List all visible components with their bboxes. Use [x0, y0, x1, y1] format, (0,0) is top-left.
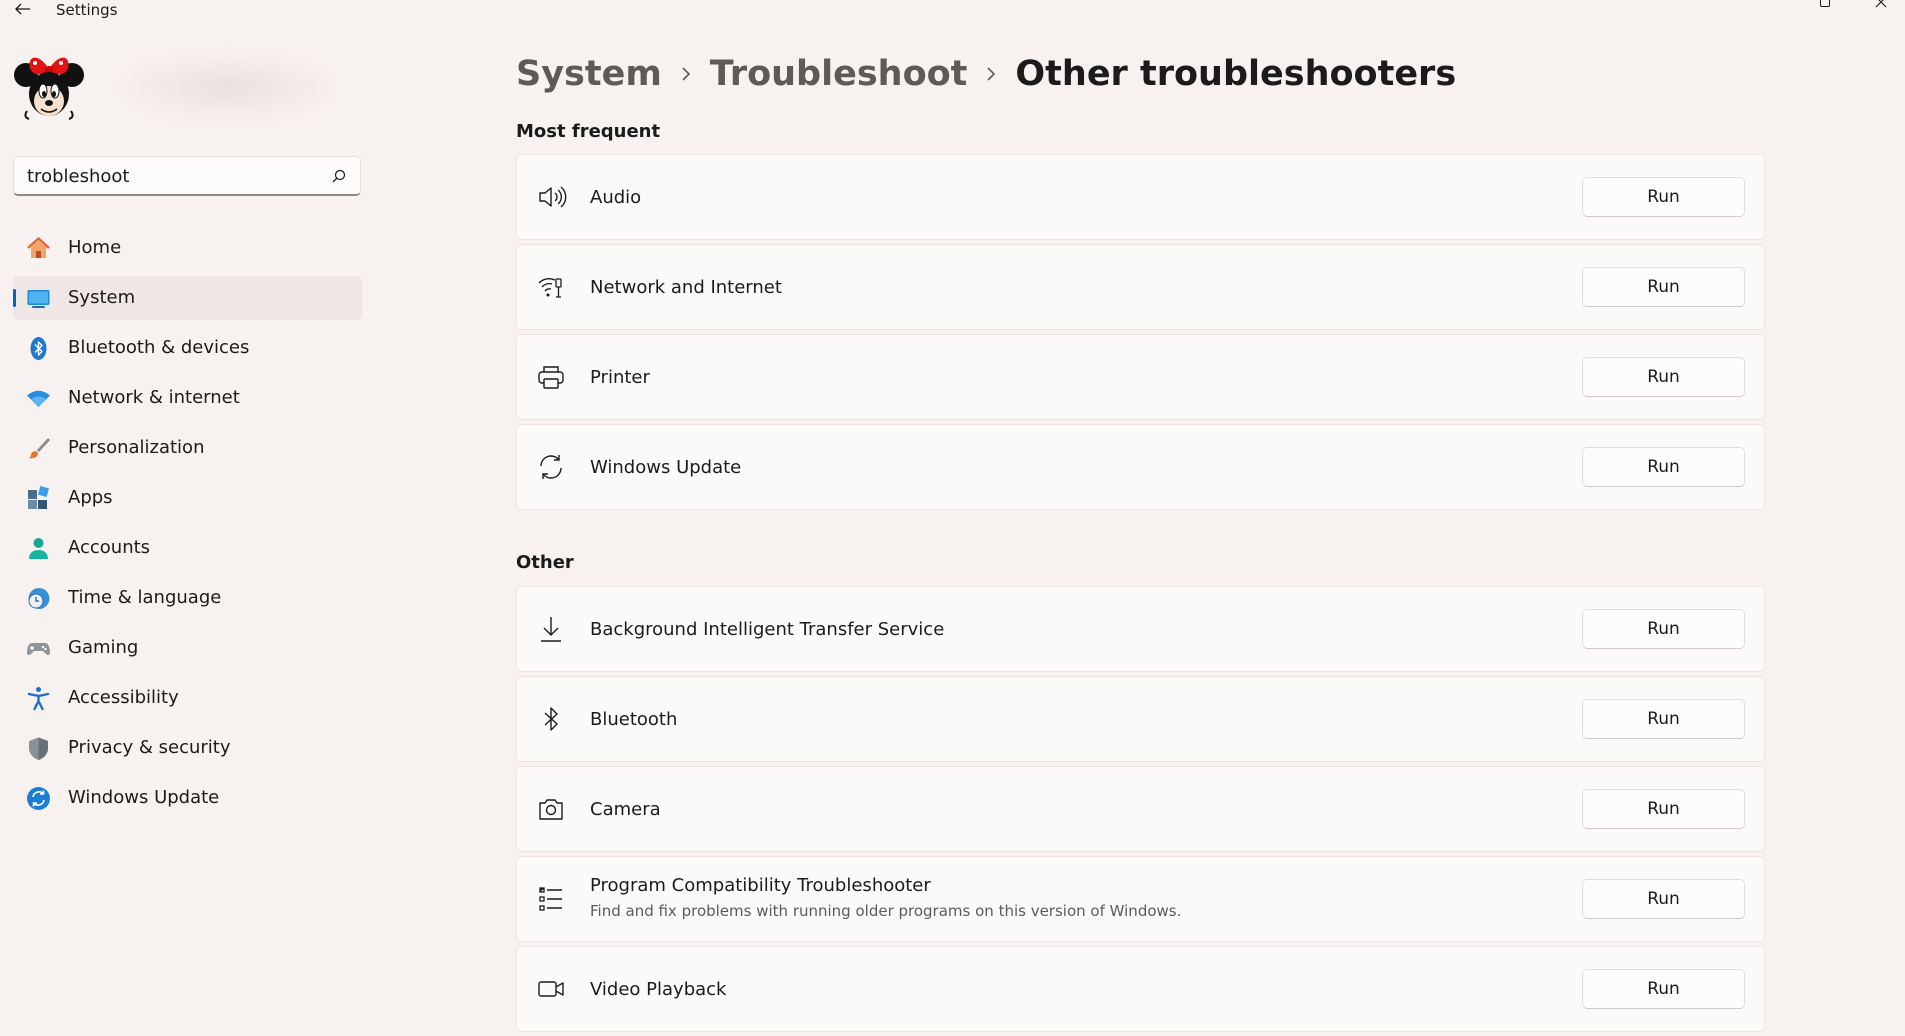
speaker-icon — [537, 183, 565, 211]
camera-icon — [537, 795, 565, 823]
title-bar — [0, 0, 1905, 20]
back-arrow-icon — [15, 3, 31, 15]
chevron-right-icon — [681, 66, 691, 82]
section-label-most-frequent: Most frequent — [516, 121, 661, 142]
troubleshooter-windows-update — [516, 424, 1765, 510]
chevron-right-icon — [986, 66, 996, 82]
sidebar-item-privacy-security[interactable] — [13, 726, 362, 770]
app-title: Settings — [56, 1, 118, 19]
update-icon — [26, 786, 51, 811]
sidebar-item-bluetooth[interactable] — [13, 326, 362, 370]
sidebar-nav — [13, 226, 362, 826]
breadcrumb-separator — [967, 66, 1015, 82]
run-network-button[interactable]: Run — [1582, 267, 1745, 307]
brush-icon — [26, 436, 51, 461]
sidebar-item-label: Home — [68, 237, 122, 258]
sidebar-item-label: Apps — [68, 487, 113, 508]
avatar[interactable] — [13, 49, 85, 121]
download-icon — [537, 615, 565, 643]
wifi-icon — [26, 386, 51, 411]
sidebar-item-label: Accessibility — [68, 687, 179, 708]
close-icon — [1875, 0, 1887, 8]
run-program-compatibility-button[interactable]: Run — [1582, 879, 1745, 919]
troubleshooter-camera — [516, 766, 1765, 852]
run-bits-button[interactable]: Run — [1582, 609, 1745, 649]
run-printer-button[interactable]: Run — [1582, 357, 1745, 397]
troubleshooter-bits — [516, 586, 1765, 672]
account-info[interactable] — [112, 52, 342, 122]
run-camera-button[interactable]: Run — [1582, 789, 1745, 829]
troubleshooter-description: Find and fix problems with running older programs on this version of Windows. — [590, 902, 1182, 920]
section-label-other: Other — [516, 552, 574, 573]
bluetooth-icon — [26, 336, 51, 361]
maximize-button[interactable] — [1816, 0, 1834, 10]
video-icon — [537, 975, 565, 1003]
most-frequent-list — [516, 154, 1765, 514]
troubleshooter-title: Audio — [590, 187, 642, 208]
search-icon[interactable] — [332, 169, 346, 183]
gamepad-icon — [26, 636, 51, 661]
page-title: Other troubleshooters — [1015, 54, 1457, 94]
refresh-icon — [537, 453, 565, 481]
sidebar-item-windows-update[interactable] — [13, 776, 362, 820]
person-icon — [26, 536, 51, 561]
sidebar-item-gaming[interactable] — [13, 626, 362, 670]
shield-icon — [26, 736, 51, 761]
run-windows-update-button[interactable]: Run — [1582, 447, 1745, 487]
troubleshooter-title: Video Playback — [590, 979, 727, 1000]
troubleshooter-network-internet — [516, 244, 1765, 330]
sidebar-item-personalization[interactable] — [13, 426, 362, 470]
sidebar-item-label: Personalization — [68, 437, 205, 458]
sidebar-item-apps[interactable] — [13, 476, 362, 520]
troubleshooter-audio — [516, 154, 1765, 240]
sidebar-item-label: Accounts — [68, 537, 151, 558]
run-video-playback-button[interactable]: Run — [1582, 969, 1745, 1009]
accessibility-icon — [26, 686, 51, 711]
sidebar-item-label: Gaming — [68, 637, 139, 658]
sidebar-item-label: Time & language — [68, 587, 222, 608]
clock-globe-icon — [26, 586, 51, 611]
run-audio-button[interactable]: Run — [1582, 177, 1745, 217]
troubleshooter-title: Bluetooth — [590, 709, 678, 730]
breadcrumb-separator — [662, 66, 710, 82]
sidebar-item-label: Privacy & security — [68, 737, 231, 758]
troubleshooter-printer — [516, 334, 1765, 420]
sidebar-item-accounts[interactable] — [13, 526, 362, 570]
sidebar-item-network[interactable] — [13, 376, 362, 420]
troubleshooter-title: Windows Update — [590, 457, 742, 478]
sidebar-item-time-language[interactable] — [13, 576, 362, 620]
bluetooth-outline-icon — [537, 705, 565, 733]
breadcrumb-troubleshoot[interactable]: Troubleshoot — [709, 54, 968, 94]
sidebar-item-home[interactable] — [13, 226, 362, 270]
troubleshooter-title: Camera — [590, 799, 661, 820]
home-icon — [26, 236, 51, 261]
troubleshooter-video-playback — [516, 946, 1765, 1032]
troubleshooter-title: Network and Internet — [590, 277, 782, 298]
maximize-icon — [1819, 0, 1831, 8]
troubleshooter-bluetooth — [516, 676, 1765, 762]
sidebar-item-system[interactable] — [13, 276, 362, 320]
network-icon — [537, 273, 565, 301]
breadcrumb-system[interactable]: System — [516, 54, 662, 94]
sidebar-item-label: Network & internet — [68, 387, 240, 408]
system-icon — [26, 286, 51, 311]
troubleshooter-title: Printer — [590, 367, 650, 388]
back-button[interactable] — [12, 0, 34, 20]
close-button[interactable] — [1872, 0, 1890, 10]
search-input[interactable] — [27, 165, 317, 187]
apps-icon — [26, 486, 51, 511]
other-list — [516, 586, 1765, 1036]
troubleshooter-program-compatibility — [516, 856, 1765, 942]
printer-icon — [537, 363, 565, 391]
search-box[interactable] — [13, 156, 361, 196]
sidebar-item-label: Bluetooth & devices — [68, 337, 250, 358]
troubleshooter-title: Background Intelligent Transfer Service — [590, 619, 945, 640]
breadcrumb — [516, 50, 1456, 98]
minnie-mouse-avatar-icon — [13, 49, 85, 121]
troubleshooter-title: Program Compatibility Troubleshooter — [590, 875, 931, 896]
sidebar-item-accessibility[interactable] — [13, 676, 362, 720]
run-bluetooth-button[interactable]: Run — [1582, 699, 1745, 739]
sidebar-item-label: System — [68, 287, 136, 308]
list-icon — [537, 885, 565, 913]
sidebar-item-label: Windows Update — [68, 787, 220, 808]
